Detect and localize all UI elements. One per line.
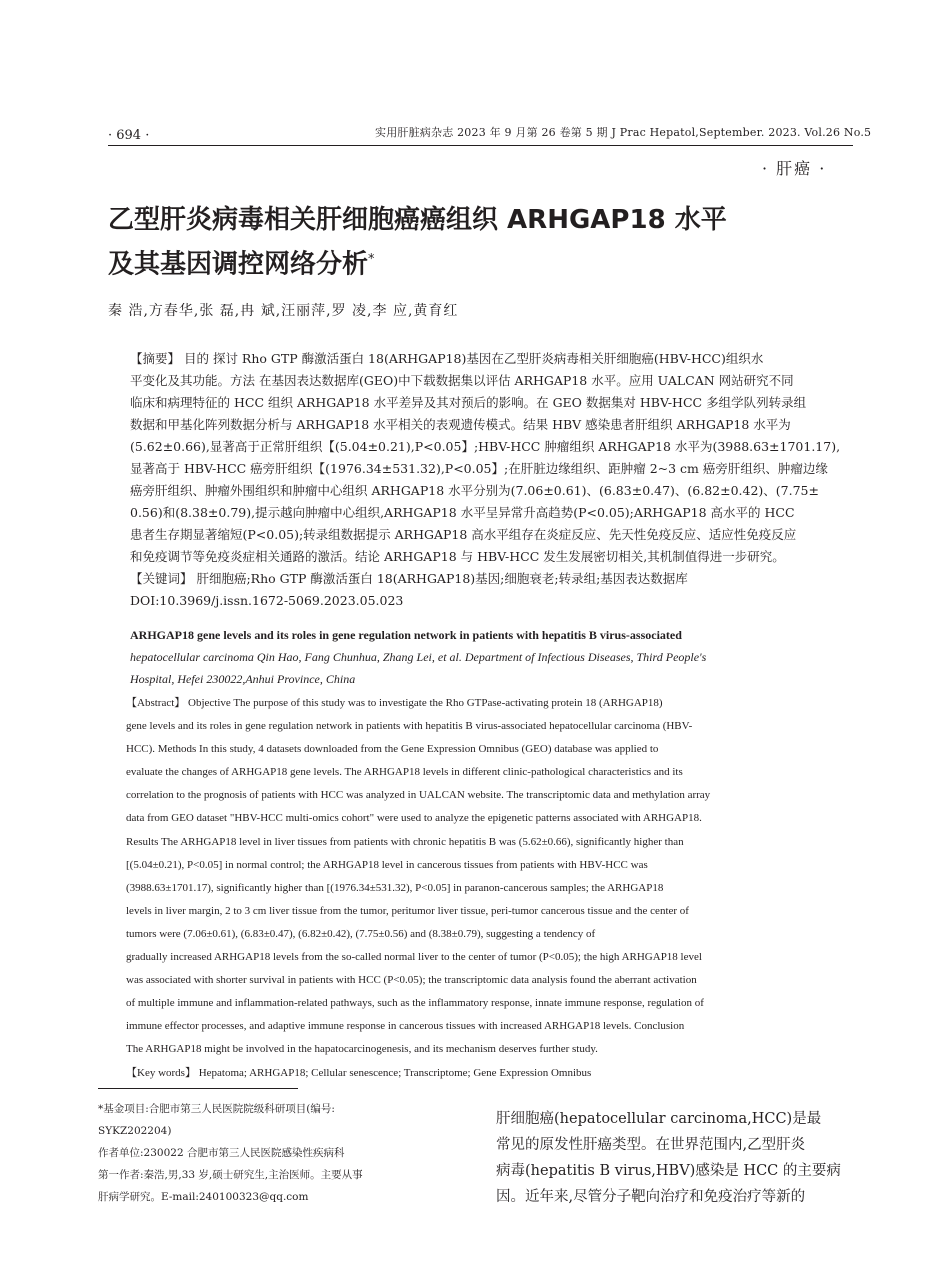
en-abstract-line: evaluate the changes of ARHGAP18 gene levels. The ARHGAP18 levels in different clinic-pathological characteristics and its bbox=[126, 766, 683, 779]
header-rule bbox=[108, 145, 853, 146]
en-abstract-line: data from GEO dataset "HBV-HCC multi-omics cohort" were used to analyze the epigenetic patterns associated with ARHGAP18. bbox=[126, 812, 702, 825]
page-number: · 694 · bbox=[108, 128, 150, 143]
author-list: 秦 浩,方春华,张 磊,冉 斌,汪丽萍,罗 凌,李 应,黄育红 bbox=[108, 303, 459, 319]
footnotes bbox=[98, 1098, 453, 1208]
cn-abstract-line: 平变化及其功能。方法 在基因表达数据库(GEO)中下载数据集以评估 ARHGAP18 水平。应用 UALCAN 网站研究不同 bbox=[130, 373, 794, 388]
en-title-line: ARHGAP18 gene levels and its roles in gene regulation network in patients with hepatitis B virus-associated bbox=[130, 628, 682, 642]
en-abstract-line: correlation to the prognosis of patients with HCC was analyzed in UALCAN website. The transcriptomic data and methylation array bbox=[126, 789, 711, 802]
cn-abstract-line: (5.62±0.66),显著高于正常肝组织【(5.04±0.21),P<0.05】;HBV-HCC 肿瘤组织 ARHGAP18 水平为(3988.63±1701.17), bbox=[130, 439, 841, 454]
cn-abstract-line: 数据和甲基化阵列数据分析与 ARHGAP18 水平相关的表观遗传模式。结果 HBV 感染患者肝组织 ARHGAP18 水平为 bbox=[130, 417, 791, 432]
english-title-block bbox=[130, 624, 852, 690]
en-abstract-line: (3988.63±1701.17), significantly higher than [(1976.34±531.32), P<0.05] in paranon-cancerous samples; the ARHGAP18 bbox=[126, 881, 664, 894]
en-abstract-line: gradually increased ARHGAP18 levels from the so-called normal liver to the center of tumor (P<0.05); the high ARHGAP18 level bbox=[126, 951, 702, 964]
journal-header: 实用肝脏病杂志 2023 年 9 月第 26 卷第 5 期 J Prac Hepatol,September. 2023. Vol.26 No.5 bbox=[375, 126, 872, 139]
cn-keywords: 【关键词】 肝细胞癌;Rho GTP 酶激活蛋白 18(ARHGAP18)基因;细胞衰老;转录组;基因表达数据库 bbox=[130, 571, 688, 586]
cn-abstract-line: 癌旁肝组织、肿瘤外围组织和肿瘤中心组织 ARHGAP18 水平分别为(7.06±0.61)、(6.83±0.47)、(6.82±0.42)、(7.75± bbox=[130, 483, 819, 498]
en-abstract-line: 【Abstract】 Objective The purpose of this study was to investigate the Rho GTPase-activating protein 18 (ARHGAP18) bbox=[126, 697, 663, 709]
body-line: 因。近年来,尽管分子靶向治疗和免疫治疗等新的 bbox=[496, 1189, 806, 1205]
doi: DOI:10.3969/j.issn.1672-5069.2023.05.023 bbox=[130, 593, 404, 608]
en-abstract-line: was associated with shorter survival in patients with HCC (P<0.05); the transcriptomic data analysis found the aberrant activation bbox=[126, 974, 697, 987]
en-keywords: 【Key words】 Hepatoma; ARHGAP18; Cellular senescence; Transcriptome; Gene Expression Omnibus bbox=[126, 1066, 592, 1079]
en-abstract-line: [(5.04±0.21), P<0.05] in normal control; the ARHGAP18 level in cancerous tissues from patients with HBV-HCC was bbox=[126, 858, 648, 871]
cn-abstract-line: 和免疫调节等免疫炎症相关通路的激活。结论 ARHGAP18 与 HBV-HCC 发生发展密切相关,其机制值得进一步研究。 bbox=[130, 549, 785, 564]
cn-abstract-line: 患者生存期显著缩短(P<0.05);转录组数据提示 ARHGAP18 高水平组存在炎症反应、先天性免疫反应、适应性免疫反应 bbox=[130, 527, 797, 542]
en-abstract-line: The ARHGAP18 might be involved in the hapatocarcinogenesis, and its mechanism deserves further study. bbox=[126, 1043, 598, 1056]
footnote-line: 肝病学研究。E-mail:240100323@qq.com bbox=[98, 1191, 309, 1203]
body-line: 常见的原发性肝癌类型。在世界范围内,乙型肝炎 bbox=[496, 1137, 806, 1153]
en-abstract-line: HCC). Methods In this study, 4 datasets downloaded from the Gene Expression Omnibus (GEO) database was applied to bbox=[126, 743, 659, 756]
en-title-line: hepatocellular carcinoma Qin Hao, Fang Chunhua, Zhang Lei, et al. Department of Infectious Diseases, Third People's bbox=[130, 650, 707, 664]
en-abstract-line: Results The ARHGAP18 level in liver tissues from patients with chronic hepatitis B was (5.62±0.66), significantly higher than bbox=[126, 835, 684, 848]
footnote-rule bbox=[98, 1088, 298, 1089]
body-line: 肝细胞癌(hepatocellular carcinoma,HCC)是最 bbox=[496, 1111, 822, 1127]
title-line-1: 乙型肝炎病毒相关肝细胞癌癌组织 ARHGAP18 水平 bbox=[108, 205, 727, 235]
english-abstract bbox=[126, 692, 854, 1085]
article-title bbox=[108, 200, 853, 285]
cn-abstract-line: 显著高于 HBV-HCC 癌旁肝组织【(1976.34±531.32),P<0.05】;在肝脏边缘组织、距肿瘤 2~3 cm 癌旁肝组织、肿瘤边缘 bbox=[130, 461, 828, 476]
section-tag: · 肝癌 · bbox=[762, 159, 827, 178]
cn-abstract-line: 0.56)和(8.38±0.79),提示越向肿瘤中心组织,ARHGAP18 水平呈异常升高趋势(P<0.05);ARHGAP18 高水平的 HCC bbox=[130, 505, 795, 520]
en-abstract-line: levels in liver margin, 2 to 3 cm liver tissue from the tumor, peritumor liver tissue, peri-tumor cancerous tissue and the center of bbox=[126, 904, 689, 917]
body-paragraph bbox=[496, 1106, 854, 1210]
footnote-line: SYKZ202204) bbox=[98, 1125, 172, 1137]
chinese-abstract bbox=[130, 348, 852, 612]
cn-abstract-line: 临床和病理特征的 HCC 组织 ARHGAP18 水平差异及其对预后的影响。在 GEO 数据集对 HBV-HCC 多组学队列转录组 bbox=[130, 395, 807, 410]
title-footnote-mark: * bbox=[368, 252, 375, 267]
footnote-line: 第一作者:秦浩,男,33 岁,硕士研究生,主治医师。主要从事 bbox=[98, 1169, 363, 1181]
en-abstract-line: tumors were (7.06±0.61), (6.83±0.47), (6.82±0.42), (7.75±0.56) and (8.38±0.79), suggesting a tendency of bbox=[126, 927, 596, 940]
en-title-line: Hospital, Hefei 230022,Anhui Province, China bbox=[130, 672, 356, 686]
title-line-2: 及其基因调控网络分析 bbox=[108, 249, 369, 280]
footnote-line: *基金项目:合肥市第三人民医院院级科研项目(编号: bbox=[98, 1103, 335, 1115]
en-abstract-line: immune effector processes, and adaptive immune response in cancerous tissues with increased ARHGAP18 levels. Conclusion bbox=[126, 1020, 685, 1033]
footnote-line: 作者单位:230022 合肥市第三人民医院感染性疾病科 bbox=[98, 1147, 345, 1159]
en-abstract-line: gene levels and its roles in gene regulation network in patients with hepatitis B virus-associated hepatocellular carcinoma (HBV- bbox=[126, 720, 693, 733]
en-abstract-line: of multiple immune and inflammation-related pathways, such as the inflammatory response, innate immune response, regulation of bbox=[126, 997, 704, 1010]
body-line: 病毒(hepatitis B virus,HBV)感染是 HCC 的主要病 bbox=[496, 1163, 841, 1179]
cn-abstract-line: 【摘要】 目的 探讨 Rho GTP 酶激活蛋白 18(ARHGAP18)基因在乙型肝炎病毒相关肝细胞癌(HBV-HCC)组织水 bbox=[130, 351, 764, 366]
